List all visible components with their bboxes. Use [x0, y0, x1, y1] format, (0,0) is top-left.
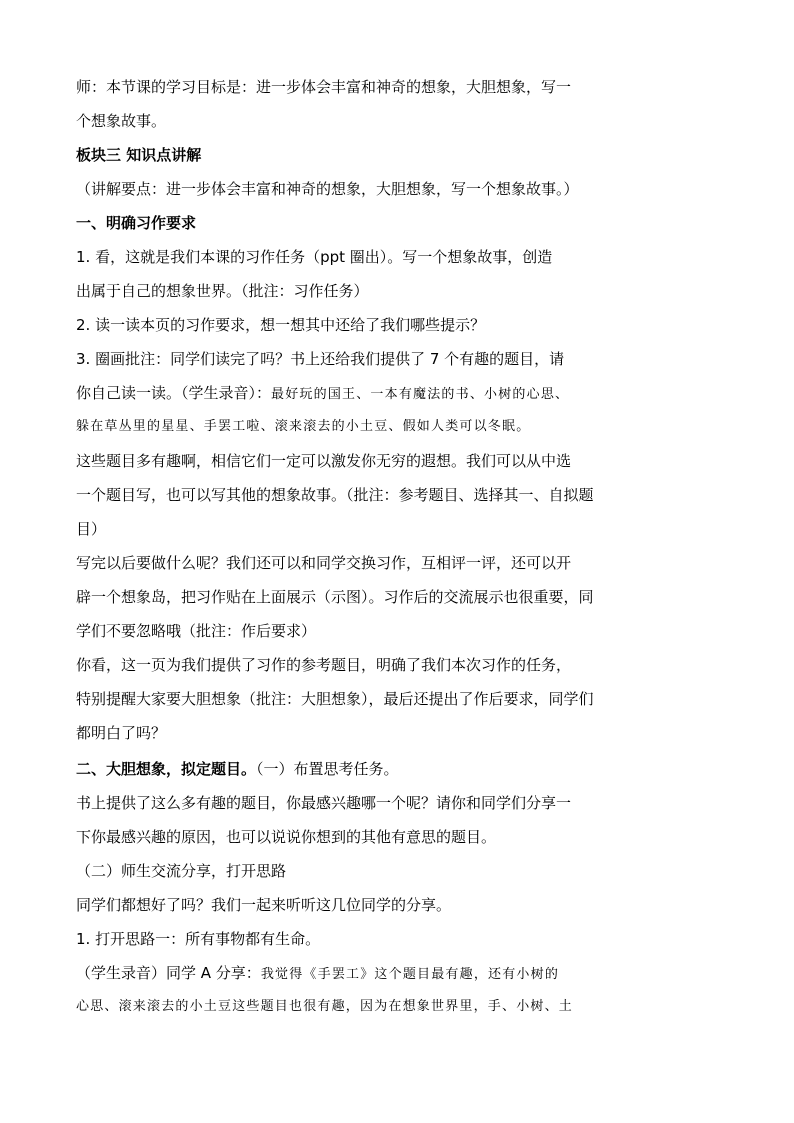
paragraph-line: 都明白了吗？ — [76, 724, 167, 742]
paragraph-line: 写完以后要做什么呢？我们还可以和同学交换习作，互相评一评，还可以开 — [76, 554, 572, 572]
paragraph-line: 你自己读一读。（学生录音）：最好玩的国王、一本有魔法的书、小树的心思、 — [76, 384, 570, 402]
paragraph-line: 出属于自己的想象世界。（批注：习作任务） — [76, 282, 369, 300]
paragraph-line: 2. 读一读本页的习作要求，想一想其中还给了我们哪些提示？ — [76, 316, 486, 334]
paragraph-line: 学们不要忽略哦（批注：作后要求） — [76, 622, 317, 640]
subsection-heading: 一、明确习作要求 — [76, 214, 197, 232]
paragraph-line: 你看，这一页为我们提供了习作的参考题目，明确了我们本次习作的任务， — [76, 656, 572, 674]
paragraph-line: 个想象故事。 — [76, 112, 167, 130]
section-heading: 板块三 知识点讲解 — [76, 146, 202, 164]
paragraph-line: 3. 圈画批注：同学们读完了吗？书上还给我们提供了 7 个有趣的题目，请 — [76, 350, 565, 368]
paragraph-line: 1. 看，这就是我们本课的习作任务（ppt 圈出）。写一个想象故事，创造 — [76, 248, 553, 266]
paragraph-line: （讲解要点：进一步体会丰富和神奇的想象，大胆想象，写一个想象故事。） — [76, 180, 579, 198]
paragraph-line: 书上提供了这么多有趣的题目，你最感兴趣哪一个呢？请你和同学们分享一 — [76, 794, 572, 812]
subsection-heading: 二、大胆想象，拟定题目。（一）布置思考任务。 — [76, 760, 399, 778]
quoted-titles-line: 躲在草丛里的星星、手罢工啦、滚来滚去的小土豆、假如人类可以冬眠。 — [76, 419, 531, 434]
paragraph-line: 1. 打开思路一：所有事物都有生命。 — [76, 930, 321, 948]
paragraph-line: 目） — [76, 520, 107, 538]
quoted-speech-line: 心思、滚来滚去的小土豆这些题目也很有趣，因为在想象世界里，手、小树、土 — [76, 999, 574, 1014]
paragraph-line: 辟一个想象岛，把习作贴在上面展示（示图）。习作后的交流展示也很重要，同 — [76, 588, 594, 606]
paragraph-line: 一个题目写，也可以写其他的想象故事。（批注：参考题目、选择其一、自拟题 — [76, 486, 594, 504]
paragraph-line: 特别提醒大家要大胆想象（批注：大胆想象），最后还提出了作后要求，同学们 — [76, 690, 594, 708]
paragraph-line: 下你最感兴趣的原因，也可以说说你想到的其他有意思的题目。 — [76, 828, 497, 846]
paragraph-line: （学生录音）同学 A 分享：我觉得《手罢工》这个题目最有趣，还有小树的 — [76, 964, 560, 982]
paragraph-line: 师：本节课的学习目标是：进一步体会丰富和神奇的想象，大胆想象，写一 — [76, 78, 572, 96]
paragraph-line: 这些题目多有趣啊，相信它们一定可以激发你无穷的遐想。我们可以从中选 — [76, 452, 572, 470]
paragraph-line: （二）师生交流分享，打开思路 — [76, 862, 287, 880]
paragraph-line: 同学们都想好了吗？我们一起来听听这几位同学的分享。 — [76, 896, 452, 914]
